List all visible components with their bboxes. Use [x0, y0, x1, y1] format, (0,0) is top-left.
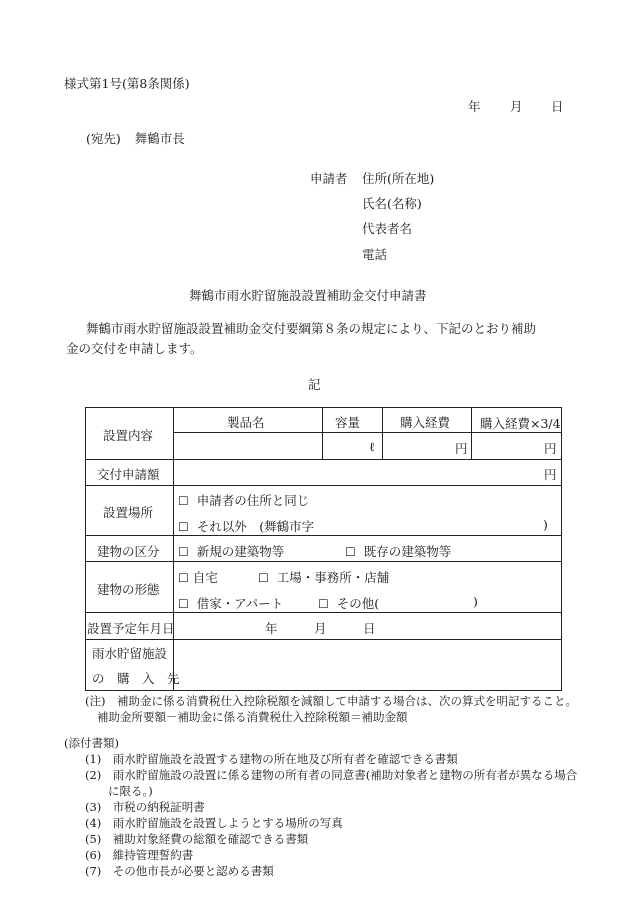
application-table	[85, 407, 562, 691]
body-text-line1: 舞鶴市雨水貯留施設設置補助金交付要綱第８条の規定により、下記のとおり補助	[86, 321, 537, 336]
option-building-new[interactable]	[178, 542, 284, 560]
checkbox-icon[interactable]: ☐	[345, 545, 356, 559]
option-building-new-label: 新規の建築物等	[196, 544, 285, 559]
header-product-name: 製品名	[227, 415, 265, 430]
header-capacity: 容量	[335, 415, 361, 430]
attachment-item-1: (1) 雨水貯留施設を設置する建物の所在地及び所有者を確認できる書類	[85, 752, 458, 766]
label-scheduled-date: 設置予定年月日	[87, 621, 175, 636]
option-form-other-label: その他(	[336, 596, 380, 611]
unit-yen-grant: 円	[544, 467, 557, 482]
table-rule	[85, 407, 562, 408]
option-location-other[interactable]	[178, 517, 314, 535]
label-location: 設置場所	[103, 505, 154, 520]
addressee	[86, 129, 185, 147]
date-day: 日	[551, 99, 564, 114]
table-rule	[85, 612, 562, 613]
option-location-same-label: 申請者の住所と同じ	[196, 493, 310, 508]
note-line2: 補助金所要額－補助金に係る消費税仕入控除税額＝補助金額	[97, 710, 408, 724]
date-fields	[462, 97, 562, 113]
header-cost-three-quarters: 購入経費×3/4	[480, 416, 561, 431]
attachments-header: (添付書類)	[64, 736, 119, 750]
applicant-label: 申請者	[310, 171, 348, 186]
addressee-prefix: (宛先)	[86, 131, 121, 146]
option-building-existing-label: 既存の建築物等	[363, 544, 452, 559]
table-rule	[85, 561, 562, 562]
attachment-item-2-cont: に限る。)	[108, 784, 153, 798]
scheduled-month: 月	[314, 621, 327, 636]
checkbox-icon[interactable]: ☐	[178, 597, 189, 611]
date-year: 年	[468, 99, 481, 114]
table-rule	[85, 485, 562, 486]
table-rule	[322, 407, 323, 459]
label-install-content: 設置内容	[103, 428, 154, 443]
table-rule	[85, 459, 562, 460]
checkbox-icon[interactable]: ☐	[318, 597, 329, 611]
form-number: 様式第1号(第8条関係)	[64, 76, 190, 91]
table-rule	[471, 407, 472, 459]
label-building-form: 建物の形態	[97, 582, 160, 597]
attachment-item-2: (2) 雨水貯留施設の設置に係る建物の所有者の同意書(補助対象者と建物の所有者が異なる場合	[85, 768, 578, 782]
unit-liter: ℓ	[369, 439, 375, 454]
table-rule	[561, 407, 562, 691]
ki-marker: 記	[308, 377, 321, 392]
header-purchase-cost: 購入経費	[400, 415, 451, 430]
option-building-existing[interactable]	[345, 542, 451, 560]
checkbox-icon[interactable]: ☐	[258, 571, 269, 585]
option-form-home-label: 自宅	[192, 570, 218, 585]
option-location-other-label: それ以外 (舞鶴市字	[196, 519, 315, 534]
applicant-representative: 代表者名	[362, 221, 413, 236]
option-form-home[interactable]	[178, 568, 218, 586]
body-text-line2: 金の交付を申請します。	[66, 341, 203, 356]
addressee-name: 舞鶴市長	[134, 131, 185, 146]
checkbox-icon[interactable]: ☐	[178, 571, 189, 585]
option-form-rental[interactable]	[178, 594, 283, 612]
table-rule	[85, 639, 562, 640]
unit-yen-cost: 円	[455, 441, 468, 456]
applicant-name: 氏名(名称)	[362, 196, 422, 211]
note-line1: (注) 補助金に係る消費税仕入控除税額を減額して申請する場合は、次の算式を明記すること。	[85, 694, 577, 708]
label-purchase-source-line2: の 購 入 先	[92, 671, 180, 686]
checkbox-icon[interactable]: ☐	[178, 545, 189, 559]
label-purchase-source-line1: 雨水貯留施設	[92, 646, 168, 661]
label-grant-amount: 交付申請額	[97, 467, 160, 482]
label-building-class: 建物の区分	[97, 544, 160, 559]
checkbox-icon[interactable]: ☐	[178, 520, 189, 534]
checkbox-icon[interactable]: ☐	[178, 494, 189, 508]
attachment-item-7: (7) その他市長が必要と認める書類	[85, 864, 274, 878]
table-rule	[85, 535, 562, 536]
date-month: 月	[510, 99, 523, 114]
location-close-paren: )	[543, 517, 548, 532]
table-rule	[85, 407, 86, 691]
attachment-item-6: (6) 維持管理誓約書	[85, 848, 194, 862]
applicant-phone: 電話	[362, 247, 388, 262]
option-form-factory[interactable]	[258, 568, 389, 586]
option-location-same[interactable]	[178, 491, 309, 509]
table-rule	[173, 432, 562, 433]
attachment-item-5: (5) 補助対象経費の総額を確認できる書類	[85, 832, 309, 846]
option-form-rental-label: 借家・アパート	[196, 596, 284, 611]
option-form-other[interactable]	[318, 594, 379, 612]
attachment-item-4: (4) 雨水貯留施設を設置しようとする場所の写真	[85, 816, 343, 830]
table-rule	[85, 690, 562, 691]
applicant-address: 住所(所在地)	[362, 171, 435, 186]
form-other-close-paren: )	[473, 594, 478, 609]
document-title: 舞鶴市雨水貯留施設設置補助金交付申請書	[189, 288, 427, 303]
scheduled-day: 日	[363, 621, 376, 636]
option-form-factory-label: 工場・事務所・店舗	[276, 570, 390, 585]
table-rule	[173, 407, 174, 691]
scheduled-year: 年	[265, 621, 278, 636]
unit-yen-grant-calc: 円	[544, 441, 557, 456]
attachment-item-3: (3) 市税の納税証明書	[85, 800, 205, 814]
table-rule	[382, 407, 383, 459]
